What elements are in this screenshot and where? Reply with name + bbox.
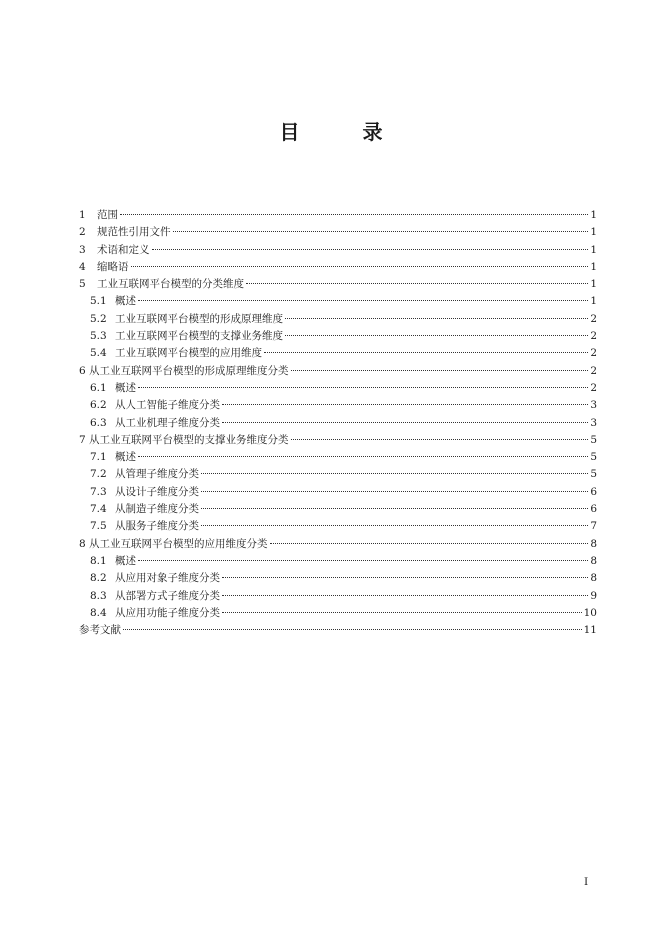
toc-entry-number: 2 [79, 226, 86, 239]
toc-entry[interactable] [79, 293, 597, 310]
toc-entry[interactable] [79, 536, 597, 553]
toc-entry-page: 6 [590, 503, 597, 516]
toc-title: 目 录 [279, 120, 411, 144]
toc-entry-page: 7 [590, 520, 597, 533]
toc-entry-number: 4 [79, 260, 86, 273]
toc-entry-title: 从应用功能子维度分类 [115, 606, 220, 619]
toc-dot-leader [131, 266, 589, 267]
toc-dot-leader [222, 422, 588, 423]
toc-entry-number: 5.2 [90, 312, 107, 325]
toc-entry-page: 8 [590, 537, 597, 550]
toc-entry[interactable] [79, 328, 597, 345]
toc-dot-leader [270, 543, 589, 544]
toc-entry-number: 8.3 [90, 589, 107, 602]
toc-entry-number: 8.1 [90, 554, 107, 567]
toc-entry[interactable] [79, 380, 597, 397]
toc-entry[interactable] [79, 466, 597, 483]
toc-dot-leader [222, 577, 588, 578]
toc-entry-page: 1 [590, 243, 597, 256]
toc-entry[interactable] [79, 207, 597, 224]
toc-entry[interactable] [79, 484, 597, 501]
toc-entry[interactable] [79, 518, 597, 535]
toc-entry[interactable] [79, 432, 597, 449]
toc-dot-leader [173, 231, 589, 232]
toc-entry-title: 工业互联网平台模型的形成原理维度 [115, 312, 283, 325]
toc-entry-title: 规范性引用文件 [97, 226, 171, 239]
toc-entry[interactable] [79, 397, 597, 414]
toc-entry-title: 从工业机理子维度分类 [115, 416, 220, 429]
toc-entry-title: 概述 [115, 451, 136, 464]
toc-dot-leader [138, 560, 588, 561]
toc-dot-leader [222, 595, 588, 596]
toc-entry-number: 6 [79, 364, 86, 377]
toc-dot-leader [291, 370, 589, 371]
toc-entry-title: 范围 [97, 209, 118, 221]
toc-entry[interactable] [79, 570, 597, 587]
toc-dot-leader [285, 318, 588, 319]
toc-dot-leader [291, 439, 589, 440]
toc-entry-page: 2 [590, 364, 597, 377]
toc-entry-title: 工业互联网平台模型的支撑业务维度 [115, 330, 283, 343]
watermark [150, 906, 510, 920]
toc-entry-title: 概述 [115, 554, 136, 567]
toc-entry[interactable] [79, 224, 597, 241]
toc-dot-leader [138, 387, 588, 388]
toc-entry-number: 7 [79, 433, 86, 446]
toc-entry-title: 从工业互联网平台模型的支撑业务维度分类 [89, 433, 289, 446]
toc-entry[interactable] [79, 345, 597, 362]
toc-entry-title: 工业互联网平台模型的应用维度 [115, 347, 262, 360]
toc-entry-page: 11 [583, 624, 597, 637]
toc-entry-page: 2 [590, 312, 597, 325]
toc-entry-page: 5 [590, 468, 597, 481]
toc-dot-leader [138, 456, 588, 457]
toc-entry-title: 术语和定义 [97, 243, 150, 256]
toc-entry-number: 8.2 [90, 572, 107, 585]
toc-entry[interactable] [79, 415, 597, 432]
toc-dot-leader [138, 300, 588, 301]
toc-entry-number: 5.1 [90, 295, 107, 308]
toc-dot-leader [222, 404, 588, 405]
toc-entry-page: 5 [590, 433, 597, 446]
toc-entry-title: 从人工智能子维度分类 [115, 399, 220, 412]
toc-entry-number: 5.4 [90, 347, 107, 360]
toc-entry-title: 概述 [115, 381, 136, 394]
toc-dot-leader [152, 249, 589, 250]
toc-entry-title: 从制造子维度分类 [115, 503, 199, 516]
toc-dot-leader [123, 629, 582, 630]
toc-entry-number: 1 [79, 209, 86, 221]
toc-entry-page: 2 [590, 330, 597, 343]
toc-entry-title: 工业互联网平台模型的分类维度 [97, 278, 244, 291]
toc-entry-title: 缩略语 [97, 260, 129, 273]
toc-entry-number: 5.3 [90, 330, 107, 343]
toc-dot-leader [201, 508, 588, 509]
toc-entry-page: 10 [583, 606, 597, 619]
toc-entry-page: 1 [590, 209, 597, 221]
toc-entry-title: 从设计子维度分类 [115, 485, 199, 498]
toc-entry[interactable] [79, 259, 597, 276]
toc-entry[interactable] [79, 588, 597, 605]
toc-entry[interactable] [79, 311, 597, 328]
toc-entry-page: 9 [590, 589, 597, 602]
toc-dot-leader [201, 473, 588, 474]
toc-entry[interactable] [79, 242, 597, 259]
toc-entry-title: 概述 [115, 295, 136, 308]
toc-entry-number: 6.2 [90, 399, 107, 412]
toc-dot-leader [222, 612, 582, 613]
toc-entry-page: 5 [590, 451, 597, 464]
toc-entry-title: 从工业互联网平台模型的形成原理维度分类 [89, 364, 289, 377]
toc-entry-page: 2 [590, 381, 597, 394]
toc-entry-page: 8 [590, 572, 597, 585]
toc-entry-number: 7.1 [90, 451, 107, 464]
toc-entry-page: 1 [590, 226, 597, 239]
toc-entry-number: 8 [79, 537, 86, 550]
toc-entry-page: 8 [590, 554, 597, 567]
page-number: I [584, 876, 589, 888]
toc-entry-number: 7.5 [90, 520, 107, 533]
toc-entry-title: 从管理子维度分类 [115, 468, 199, 481]
toc-entry[interactable] [79, 605, 597, 622]
toc-entry-page: 2 [590, 347, 597, 360]
toc-entry[interactable] [79, 276, 597, 293]
toc-dot-leader [246, 283, 588, 284]
toc-entry-title: 参考文献 [79, 624, 121, 637]
toc-entry-number: 7.3 [90, 485, 107, 498]
toc-entry[interactable] [79, 553, 597, 570]
toc-dot-leader [264, 352, 588, 353]
toc-entry-page: 6 [590, 485, 597, 498]
toc-entry-number: 7.2 [90, 468, 107, 481]
toc-dot-leader [201, 491, 588, 492]
toc-entry-title: 从工业互联网平台模型的应用维度分类 [89, 537, 268, 550]
toc-entry-title: 从服务子维度分类 [115, 520, 199, 533]
toc-dot-leader [201, 525, 588, 526]
toc-entry[interactable] [79, 363, 597, 380]
toc-entry-page: 3 [590, 399, 597, 412]
toc-entry-page: 1 [590, 295, 597, 308]
toc-entry[interactable] [79, 449, 597, 466]
toc-entry[interactable] [79, 501, 597, 518]
table-of-contents [79, 207, 597, 639]
toc-entry-number: 3 [79, 243, 86, 256]
toc-entry-number: 5 [79, 278, 86, 291]
toc-entry-number: 6.1 [90, 381, 107, 394]
toc-dot-leader [120, 214, 588, 215]
toc-entry-number: 6.3 [90, 416, 107, 429]
toc-entry-number: 8.4 [90, 606, 107, 619]
toc-entry-title: 从部署方式子维度分类 [115, 589, 220, 602]
toc-entry-page: 1 [590, 260, 597, 273]
toc-entry-number: 7.4 [90, 503, 107, 516]
toc-dot-leader [285, 335, 588, 336]
toc-entry-title: 从应用对象子维度分类 [115, 572, 220, 585]
toc-entry-page: 3 [590, 416, 597, 429]
toc-entry[interactable] [79, 622, 597, 639]
toc-entry-page: 1 [590, 278, 597, 291]
